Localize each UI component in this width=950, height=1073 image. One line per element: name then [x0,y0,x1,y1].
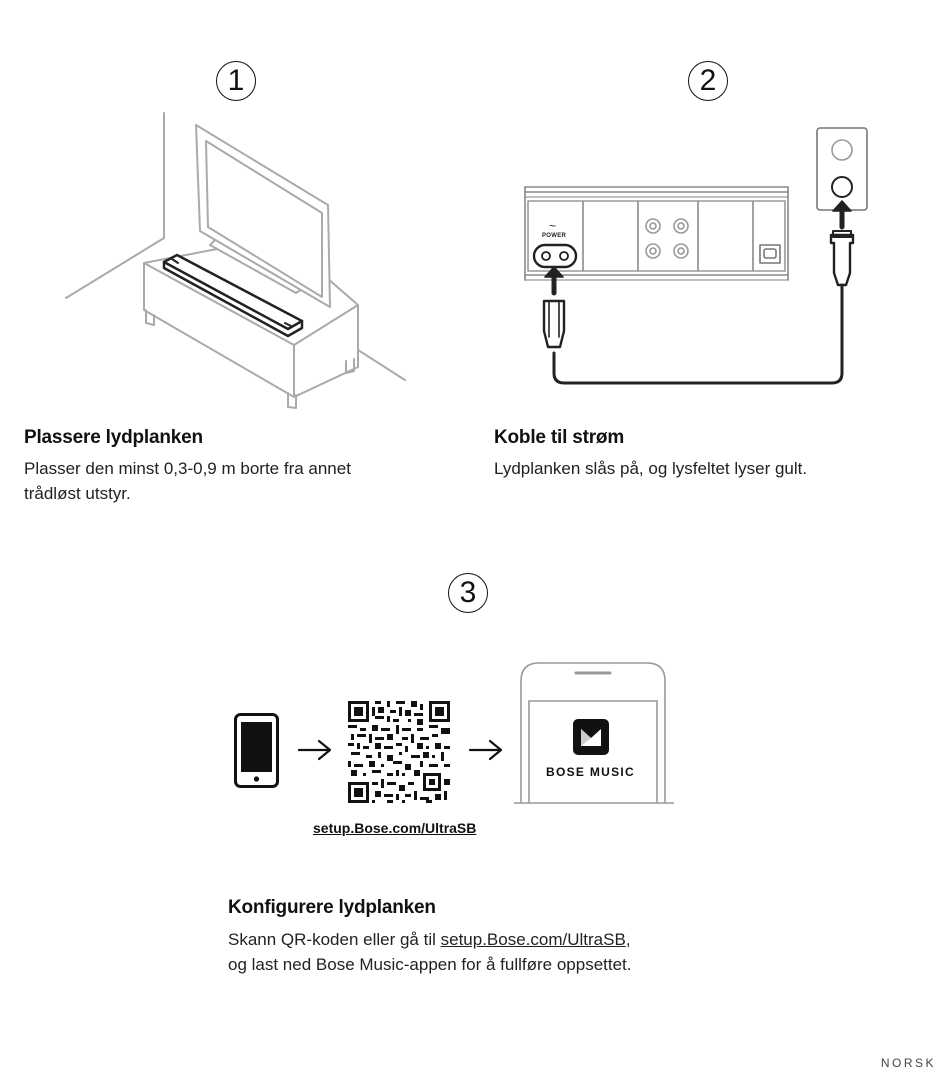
step-3-body-line-1 [228,927,632,952]
arrow-right-icon [468,740,504,760]
step-1-heading: Plassere lydplanken [24,427,203,448]
step-3-heading: Konfigurere lydplanken [228,897,436,918]
qr-url-link[interactable]: setup.Bose.com/UltraSB [313,820,477,836]
bose-music-app-icon [573,719,609,755]
step-2-body [494,456,807,481]
qr-code [348,701,450,803]
step-1-body [24,456,351,506]
step-2-number: 2 [688,61,728,101]
step-3-body-suffix: , [625,930,631,949]
phone-icon [234,713,280,789]
step-3-number: 3 [448,573,488,613]
step-1-body-line: Plasser den minst 0,3-0,9 m borte fra annet [24,459,351,478]
tv-soundbar-illustration [60,105,420,415]
power-label: POWER [542,233,567,239]
step-3-body [228,927,632,977]
power-symbol: ~ [549,219,557,233]
step-3-body-prefix: Skann QR-koden eller gå til [228,930,441,949]
step-2-body-line: Lydplanken slås på, og lysfeltet lyser gult. [494,459,808,478]
step-3-body-line-2: og last ned Bose Music-appen for å fullføre oppsettet. [228,955,632,974]
setup-url-link[interactable]: setup.Bose.com/UltraSB [440,930,626,949]
step-2-heading: Koble til strøm [494,427,625,448]
step-1-body-line: trådløst utstyr. [24,484,131,503]
app-name: BOSE MUSIC [546,765,636,779]
step-1-number: 1 [216,61,256,101]
footer-language: NORSK [880,1056,936,1070]
arrow-right-icon [297,740,333,760]
power-connection-illustration [520,125,880,395]
